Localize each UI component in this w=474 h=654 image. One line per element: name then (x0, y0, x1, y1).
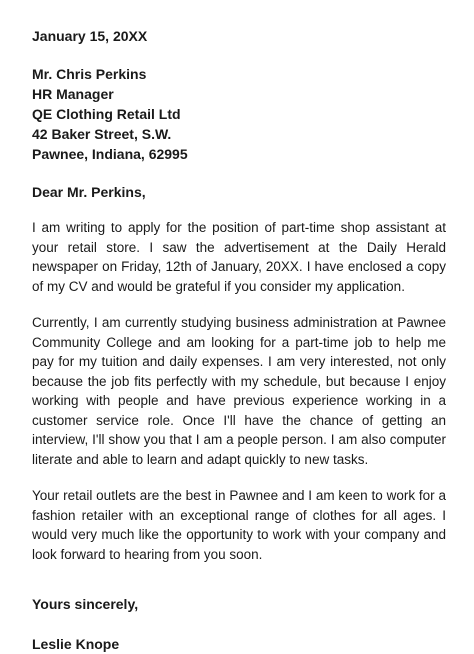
recipient-city: Pawnee, Indiana, 62995 (32, 146, 188, 162)
recipient-street: 42 Baker Street, S.W. (32, 126, 172, 142)
cover-letter (32, 26, 446, 654)
body-paragraph: Your retail outlets are the best in Pawnee and I am keen to work for a fashion retailer with an exceptional range of clothes for all ages. I would very much like the opportunity to work with your company and look forward to hearing from you soon. (32, 488, 446, 562)
recipient-name: Mr. Chris Perkins (32, 66, 147, 82)
body-paragraph: I am writing to apply for the position of part-time shop assistant at your retail store. I saw the advertisement at the Daily Herald newspaper on Friday, 12th of January, 20XX. I have enclosed a copy of my CV and would be grateful if you consider my application. (32, 220, 446, 294)
letter-date: January 15, 20XX (32, 28, 148, 44)
salutation: Dear Mr. Perkins, (32, 184, 146, 200)
recipient-address (32, 64, 446, 164)
signature-name: Leslie Knope (32, 636, 120, 652)
recipient-company: QE Clothing Retail Ltd (32, 106, 181, 122)
body-paragraph: Currently, I am currently studying business administration at Pawnee Community College and am looking for a part-time job to help me pay for my tuition and daily expenses. I am very interested, not only because the job fits perfectly with my schedule, but because I enjoy working with people and have previous experience working in a customer service role. Once I'll have the chance of getting an interview, I'll show you that I am a people person. I am also computer literate and able to learn and adapt quickly to new tasks. (32, 315, 446, 467)
recipient-title: HR Manager (32, 86, 114, 102)
closing: Yours sincerely, (32, 596, 139, 612)
